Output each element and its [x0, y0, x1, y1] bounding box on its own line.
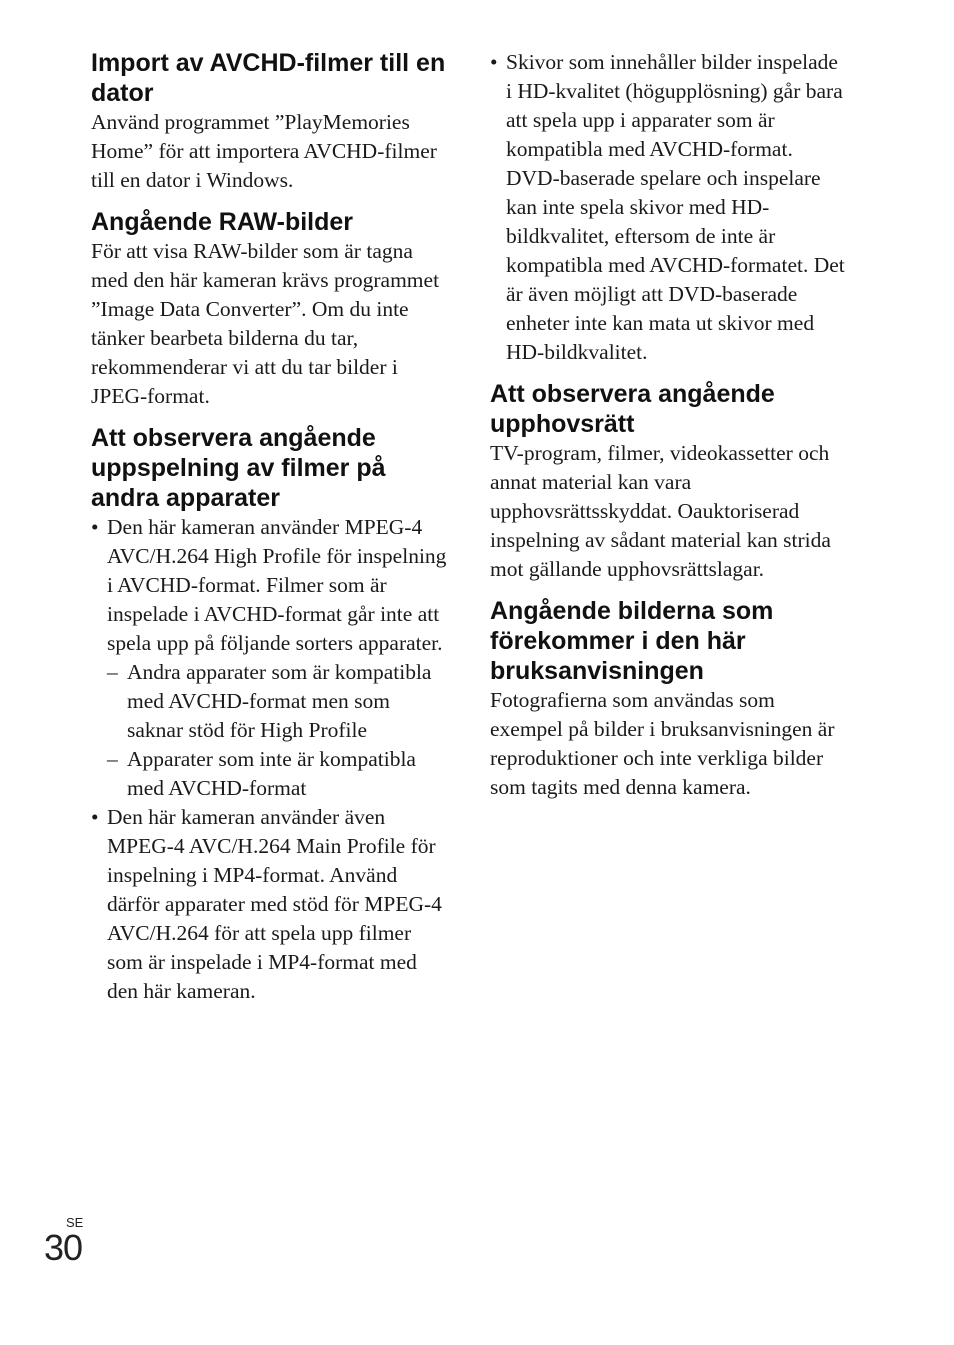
- right-column: [490, 48, 845, 814]
- dash-mark: –: [107, 747, 118, 771]
- section-copyright: [490, 379, 845, 584]
- section-raw-images: [91, 207, 451, 411]
- section-hd-discs: [490, 48, 845, 367]
- list-item: [91, 513, 451, 658]
- bullet-text: Skivor som innehåller bilder inspelade i HD-kvalitet (högupplösning) går bara att spela upp i apparater som är kompatibla med AVCHD-format. DVD-baserade spelare och inspelare kan inte spela skivor med HD-bildkvalitet, eftersom de inte är kompatibla med AVCHD-formatet. Det är även möjligt att DVD-baserade enheter inte kan mata ut skivor med HD-bildkvalitet.: [506, 50, 845, 364]
- sub-list-item: [91, 658, 451, 745]
- paragraph-copyright: TV-program, filmer, videokassetter och annat material kan vara upphovsrättsskyddat. Oauktoriserad inspelning av sådant material kan strida mot gällande upphovsrättslagar.: [490, 441, 831, 581]
- sub-list-item: [91, 745, 451, 803]
- heading-manual-images: Angående bilderna som förekommer i den här bruksanvisningen: [490, 597, 774, 685]
- language-code: SE: [66, 1215, 84, 1230]
- paragraph-import-avchd: Använd programmet ”PlayMemories Home” för att importera AVCHD-filmer till en dator i Windows.: [91, 110, 437, 192]
- section-playback-other-devices: [91, 423, 451, 1006]
- heading-copyright: Att observera angående upphovsrätt: [490, 380, 775, 438]
- left-column: [91, 48, 451, 1018]
- heading-raw-images: Angående RAW-bilder: [91, 208, 354, 236]
- dash-text: Apparater som inte är kompatibla med AVCHD-format: [127, 747, 416, 800]
- section-import-avchd: [91, 48, 451, 195]
- section-manual-images: [490, 596, 845, 802]
- bullet-mark: •: [91, 805, 99, 829]
- paragraph-manual-images: Fotografierna som användas som exempel på bilder i bruksanvisningen är reproduktioner och inte verkliga bilder som tagits med denna kamera.: [490, 688, 835, 799]
- paragraph-raw-images: För att visa RAW-bilder som är tagna med den här kameran krävs programmet ”Image Data Converter”. Om du inte tänker bearbeta bilderna du tar, rekommenderar vi att du tar bilder i JPEG-format.: [91, 239, 440, 408]
- heading-import-avchd: Import av AVCHD-filmer till en dator: [91, 49, 446, 107]
- page-number: 30: [44, 1227, 83, 1268]
- bullet-mark: •: [91, 515, 99, 539]
- bullet-text: Den här kameran använder MPEG-4 AVC/H.264 High Profile för inspelning i AVCHD-format. Filmer som är inspelade i AVCHD-format går inte att spela upp på följande sorters apparater.: [107, 515, 447, 655]
- list-item: [490, 48, 845, 367]
- list-item: [91, 803, 451, 1006]
- bullet-text: Den här kameran använder även MPEG-4 AVC/H.264 Main Profile för inspelning i MP4-format. Använd därför apparater med stöd för MPEG-4 AVC/H.264 för att spela upp filmer som är inspelade i MP4-format med den här kameran.: [107, 805, 442, 1003]
- bullet-mark: •: [490, 50, 498, 74]
- dash-mark: –: [107, 660, 118, 684]
- heading-playback-other-devices: Att observera angående uppspelning av filmer på andra apparater: [91, 424, 386, 512]
- page-footer: [44, 1216, 83, 1266]
- dash-text: Andra apparater som är kompatibla med AVCHD-format men som saknar stöd för High Profile: [127, 660, 432, 742]
